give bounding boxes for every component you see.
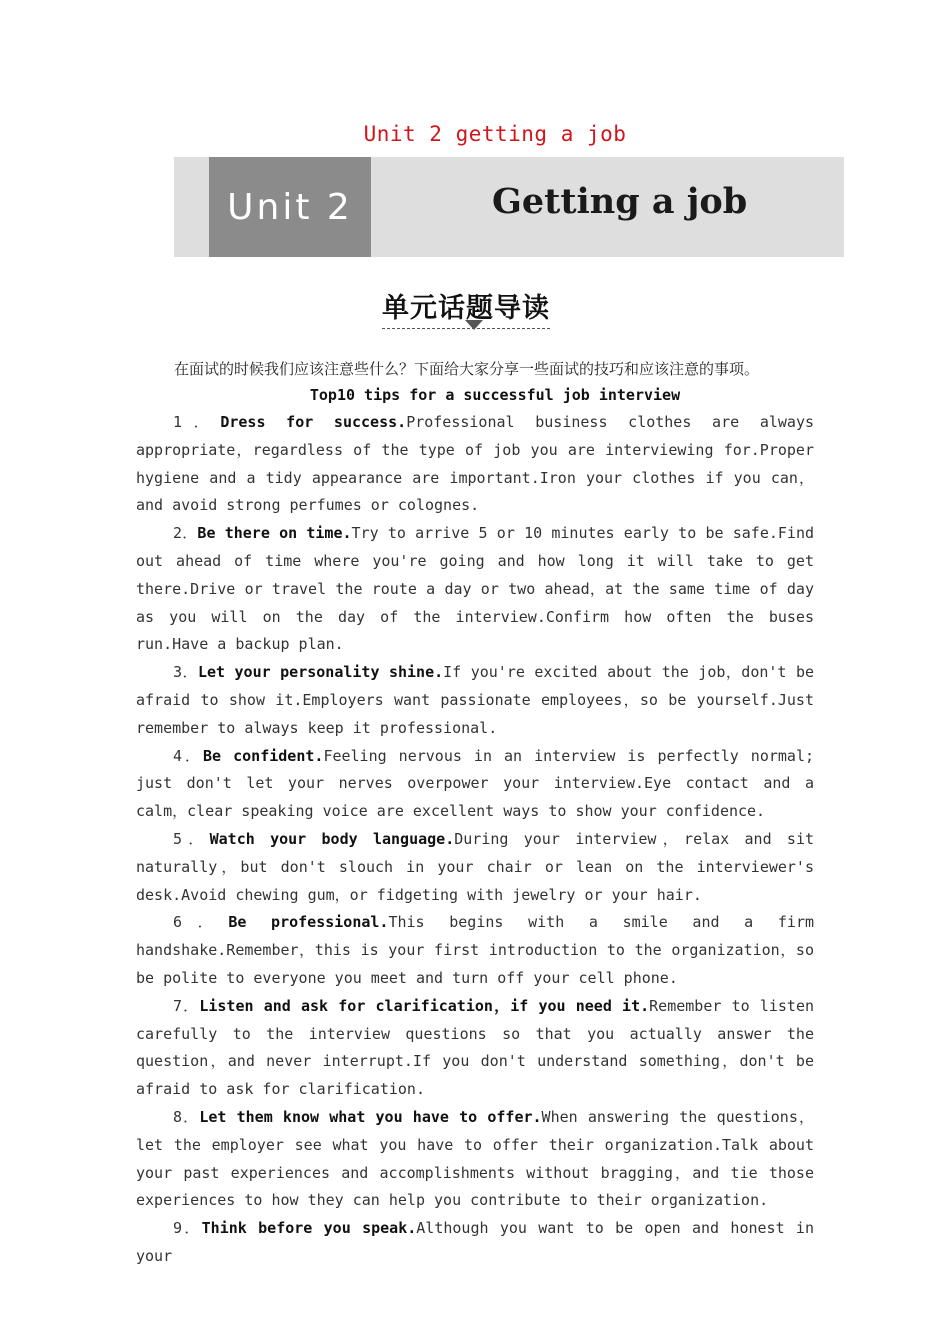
- tip-body: If you're excited about the job，don't be afraid to show it.Employers want passionate employees，so be yourself.Just remember to always keep it professional.: [136, 663, 815, 737]
- document-title: Unit 2 getting a job: [363, 122, 627, 146]
- tip-number: 5．: [173, 829, 210, 848]
- tip-heading: Think before you speak.: [201, 1219, 417, 1238]
- tip-paragraph: [136, 409, 814, 520]
- tip-body: Although you want to be open and honest in your: [136, 1219, 814, 1265]
- section-heading: 单元话题导读: [382, 286, 550, 329]
- tip-paragraph: [136, 1215, 814, 1271]
- tip-number: 9．: [173, 1219, 202, 1238]
- tip-number: 1．: [173, 413, 221, 431]
- tip-number: 7．: [173, 996, 200, 1015]
- tip-paragraph: [136, 520, 814, 659]
- tip-heading: Be there on time.: [197, 524, 352, 543]
- tip-heading: Dress for success.: [220, 413, 407, 431]
- tip-heading: Let your personality shine.: [197, 663, 444, 682]
- tip-body: This begins with a smile and a firm handshake.Remember，this is your first introduction to the organization，so be polite to everyone you meet and turn off your cell phone.: [136, 913, 815, 987]
- tip-body: Remember to listen carefully to the interview questions so that you actually answer the question，and never interrupt.If you don't understand something，don't be afraid to ask for clarification.: [136, 996, 815, 1099]
- tip-paragraph: [136, 909, 814, 992]
- tip-paragraph: [136, 659, 814, 742]
- tip-number: 3．: [173, 663, 198, 682]
- tip-body: Feeling nervous in an interview is perfectly normal; just don't let your nerves overpower your interview.Eye contact and a calm，clear speaking voice are excellent ways to show your confidence.: [136, 746, 815, 821]
- banner-unit-label: Unit 2: [209, 157, 371, 257]
- tip-heading: Let them know what you have to offer.: [199, 1107, 542, 1126]
- tip-number: 8．: [173, 1107, 200, 1126]
- tip-paragraph: [136, 743, 814, 826]
- banner-title: Getting a job: [492, 181, 748, 222]
- tip-body: When answering the questions，let the employer see what you have to offer their organization.Talk about your past experiences and accomplishments without bragging，and tie those experiences to how they can help you contribute to their organization.: [136, 1107, 815, 1210]
- tip-number: 4．: [173, 746, 204, 765]
- tip-heading: Be confident.: [203, 746, 324, 765]
- tip-heading: Watch your body language.: [209, 829, 455, 848]
- unit-banner: [174, 157, 844, 257]
- tip-body: Professional business clothes are always appropriate，regardless of the type of job you are interviewing for.Proper hygiene and a tidy appearance are important.Iron your clothes if you can，and avoid strong perfumes or colognes.: [136, 413, 815, 515]
- tip-body: During your interview，relax and sit naturally，but don't slouch in your chair or lean on the interviewer's desk.Avoid chewing gum，or fidgeting with jewelry or your hair.: [136, 829, 815, 904]
- tip-paragraph: [136, 1104, 814, 1215]
- tip-heading: Listen and ask for clarification，if you need it.: [199, 996, 650, 1015]
- tip-number: 2．: [173, 524, 198, 543]
- down-triangle-icon: [465, 320, 483, 330]
- intro-paragraph: 在面试的时候我们应该注意些什么？下面给大家分享一些面试的技巧和应该注意的事项。: [174, 360, 760, 378]
- tips-list: [136, 409, 814, 1271]
- tip-paragraph: [136, 826, 814, 909]
- tip-body: Try to arrive 5 or 10 minutes early to be safe.Find out ahead of time where you're going and how long it will take to get there.Drive or travel the route a day or two ahead，at the same time of day as you will on the day of the interview.Confirm how often the buses run.Have a backup plan.: [136, 524, 815, 654]
- tip-heading: Be professional.: [228, 913, 389, 932]
- tip-paragraph: [136, 993, 814, 1104]
- article-subtitle: Top10 tips for a successful job interview: [309, 386, 681, 404]
- tip-number: 6．: [173, 913, 229, 932]
